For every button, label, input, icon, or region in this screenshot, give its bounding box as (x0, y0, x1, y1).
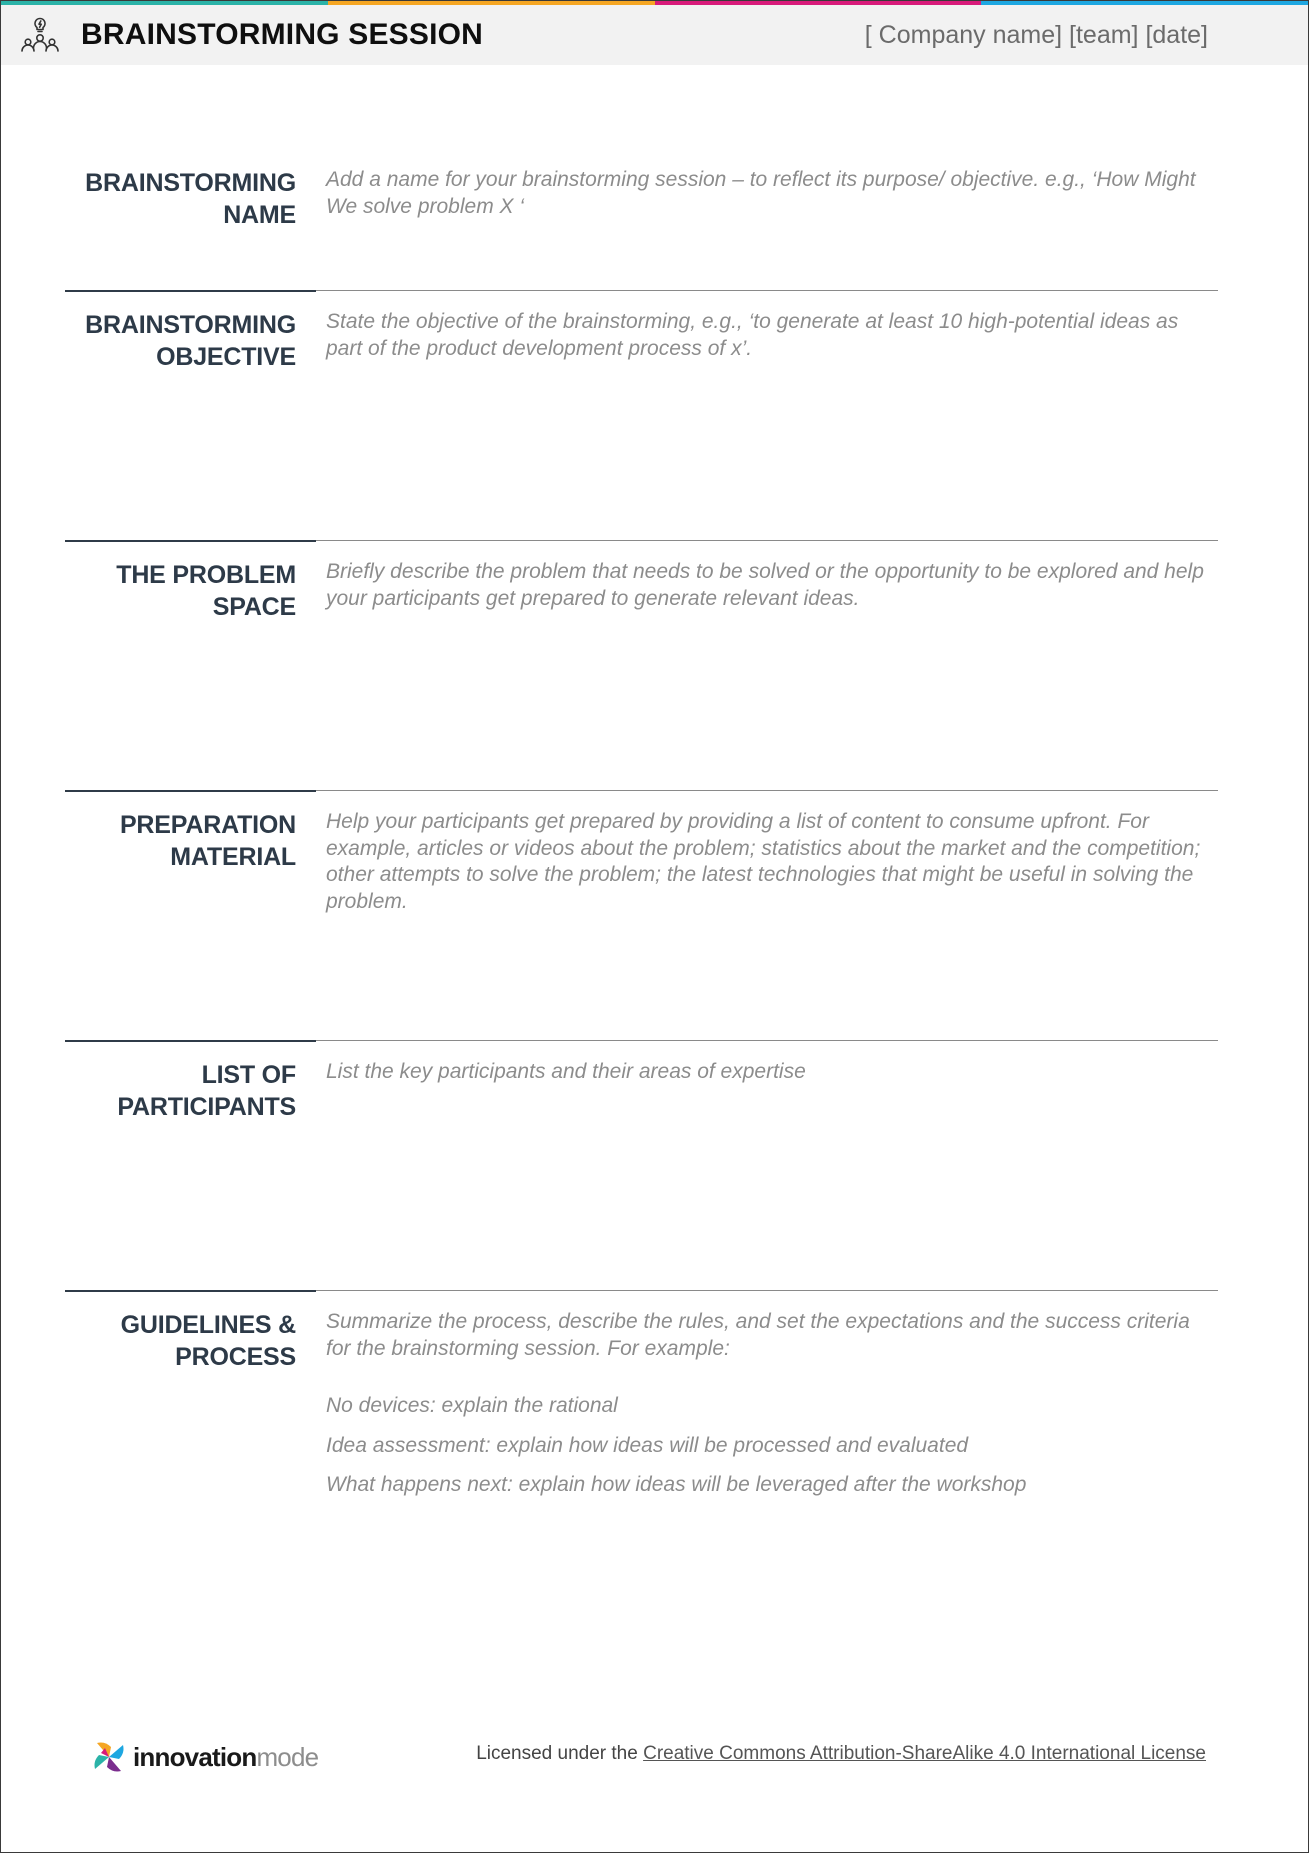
pinwheel-logo-icon (91, 1739, 127, 1775)
section-placeholder-text[interactable]: Briefly describe the problem that needs to be solved or the opportunity to be explored and help your participants get prepared to generate relevant ideas. (326, 560, 1204, 610)
logo-wordmark: innovationmode (133, 1742, 319, 1772)
section-label: BRAINSTORMING NAME (85, 169, 296, 229)
page-title: BRAINSTORMING SESSION (81, 18, 484, 51)
section-label: GUIDELINES & PROCESS (120, 1311, 296, 1371)
section-divider (65, 540, 1218, 541)
innovationmode-logo (91, 1739, 319, 1779)
guideline-examples (326, 1386, 1211, 1505)
license-link[interactable]: Creative Commons Attribution-ShareAlike 4.0 International License (643, 1743, 1206, 1764)
section-divider (65, 1290, 1218, 1291)
guideline-item[interactable]: What happens next: explain how ideas will be leveraged after the workshop (326, 1473, 1027, 1496)
section-placeholder-text[interactable]: Summarize the process, describe the rules, and set the expectations and the success criteria for the brainstorming session. For example: (326, 1310, 1190, 1360)
section-label: BRAINSTORMING OBJECTIVE (85, 311, 296, 371)
section-divider (65, 1040, 1218, 1041)
license-note: Licensed under the Creative Commons Attribution-ShareAlike 4.0 International License (476, 1743, 1206, 1764)
section-placeholder-text[interactable]: List the key participants and their areas of expertise (326, 1060, 806, 1083)
section-placeholder-text[interactable]: State the objective of the brainstorming, e.g., ‘to generate at least 10 high-potential ideas as part of the product development process of x’. (326, 310, 1179, 360)
section-divider (65, 790, 1218, 791)
section-placeholder-text[interactable]: Help your participants get prepared by providing a list of content to consume upfront. For example, articles or videos about the problem; statistics about the market and the competition; other attempts to solve the problem; the latest technologies that might be useful in solving the problem. (326, 810, 1201, 913)
company-team-date: [ Company name] [team] [date] (864, 21, 1208, 49)
section-divider (65, 290, 1218, 291)
section-placeholder-text[interactable]: Add a name for your brainstorming session – to reflect its purpose/ objective. e.g., ‘How Might We solve problem X ‘ (326, 168, 1196, 218)
section-label: THE PROBLEM SPACE (116, 561, 296, 621)
header-bar (1, 5, 1308, 65)
guideline-item[interactable]: No devices: explain the rational (326, 1394, 618, 1417)
team-idea-icon (19, 15, 61, 57)
section-label: PREPARATION MATERIAL (119, 811, 296, 871)
guideline-item[interactable]: Idea assessment: explain how ideas will be processed and evaluated (326, 1433, 969, 1457)
section-label: LIST OF PARTICIPANTS (117, 1061, 296, 1121)
